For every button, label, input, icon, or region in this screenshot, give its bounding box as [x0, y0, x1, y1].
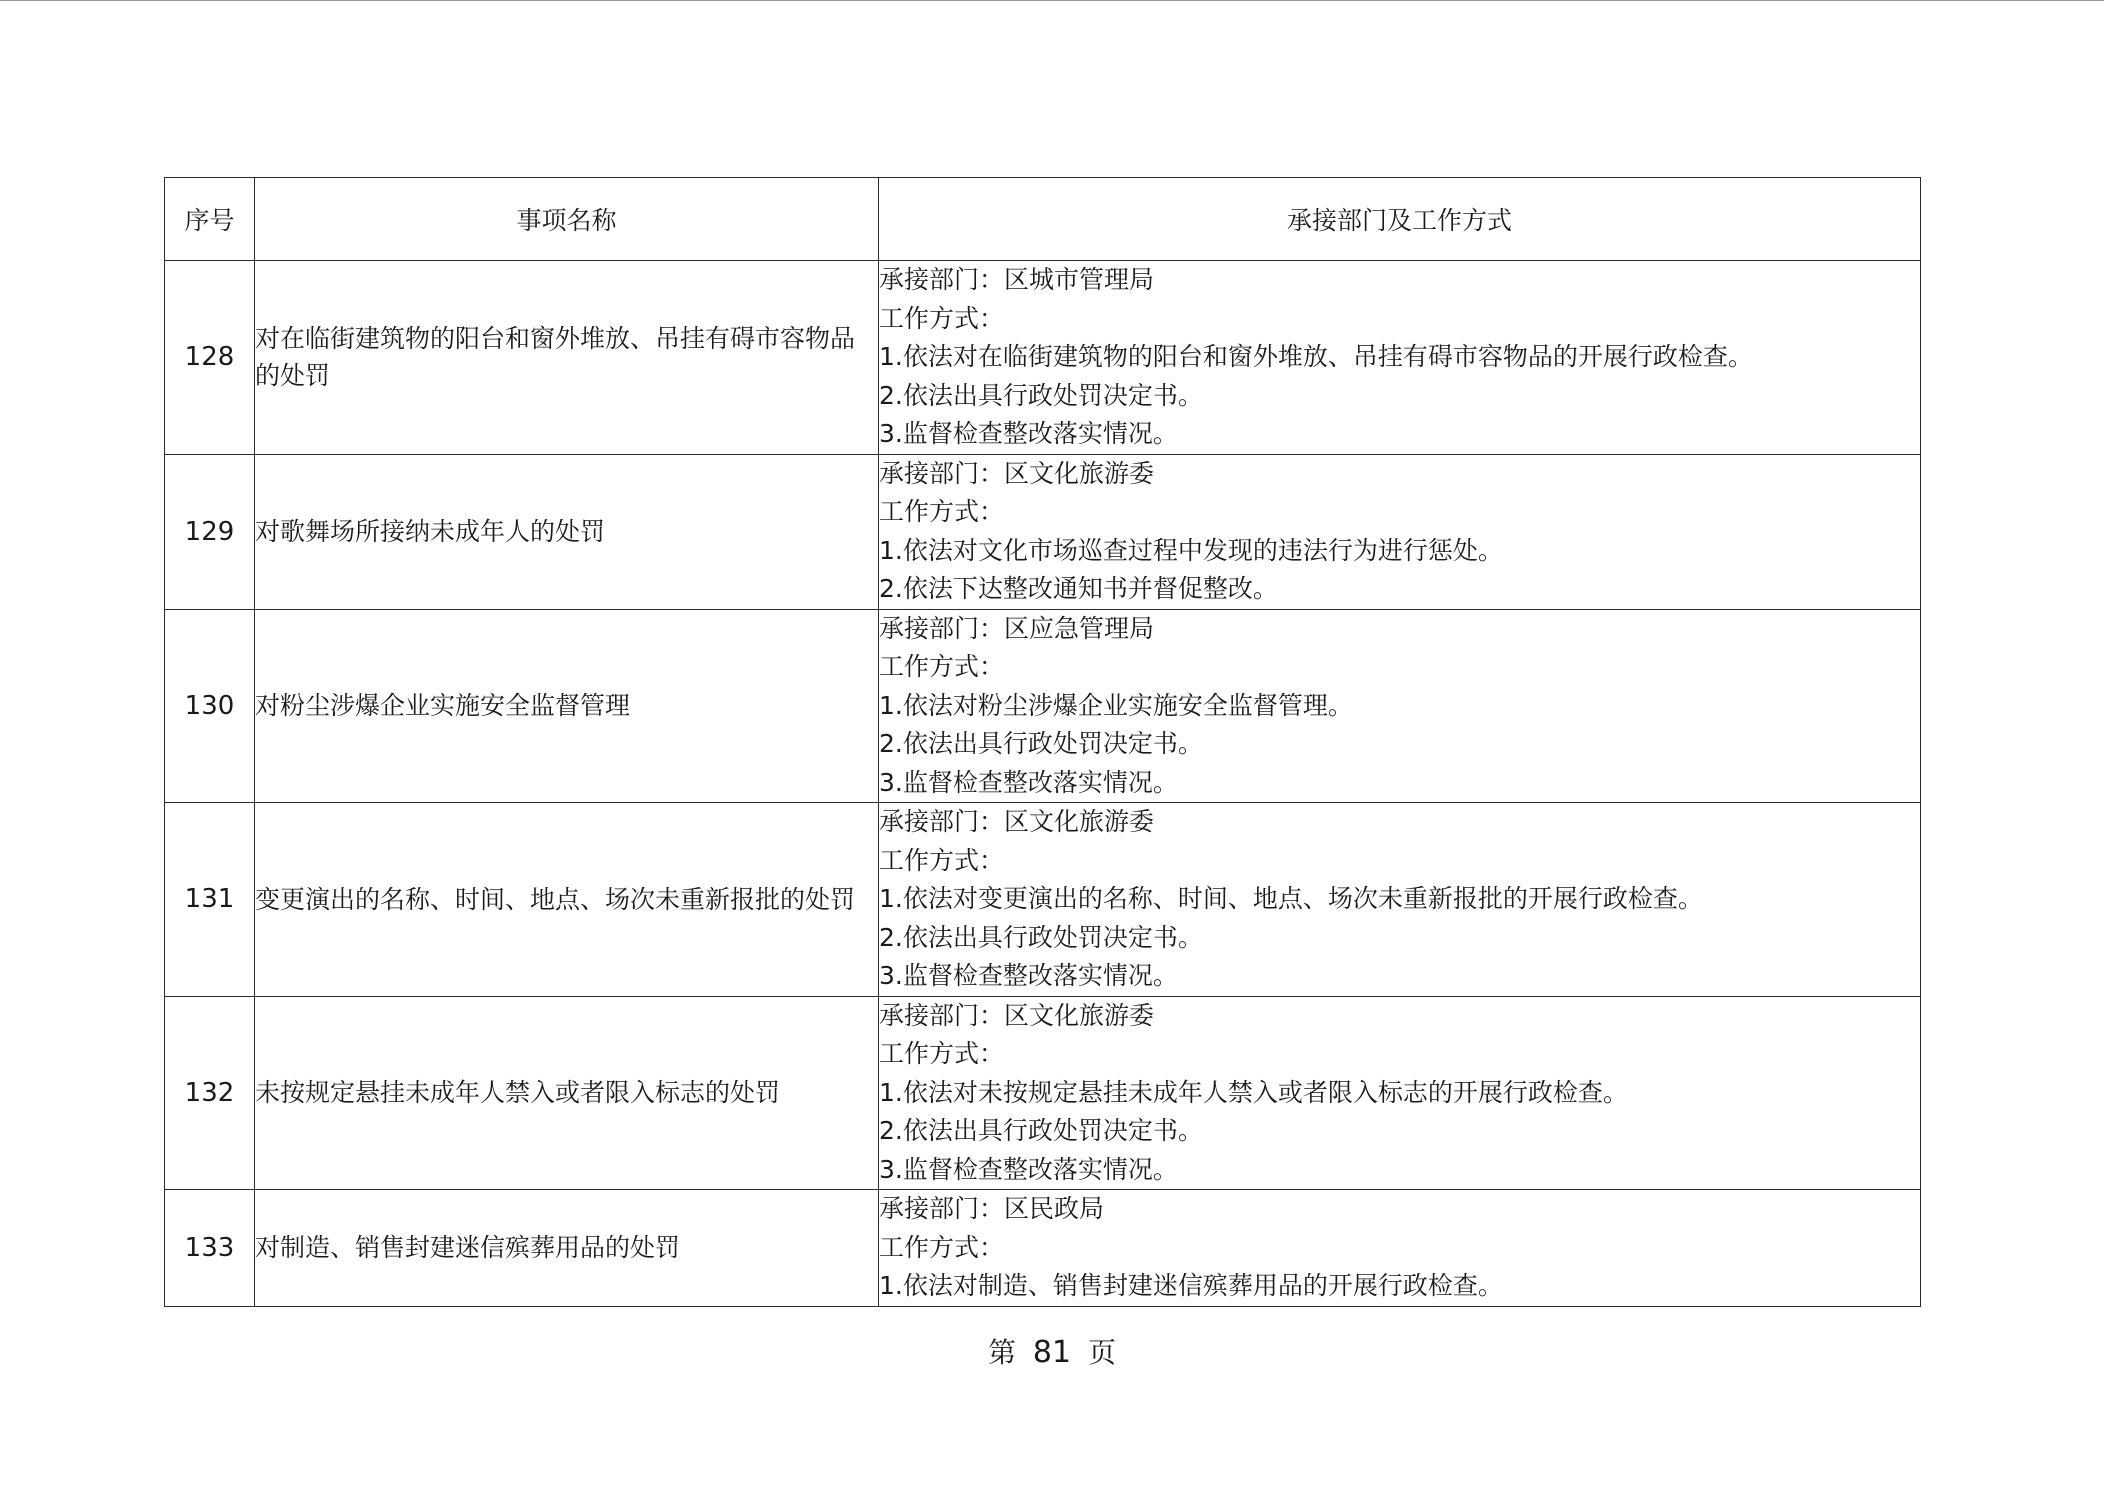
header-dept: 承接部门及工作方式: [879, 178, 1921, 261]
dept-line: 承接部门：区民政局: [879, 1194, 1105, 1223]
dept-line: 承接部门：区文化旅游委: [879, 1000, 1155, 1030]
method-step: 3.监督检查整改落实情况。: [879, 419, 1178, 448]
method-step: 2.依法出具行政处罚决定书。: [879, 729, 1203, 758]
method-step: 1.依法对文化市场巡查过程中发现的违法行为进行惩处。: [879, 535, 1503, 565]
row-name: 对歌舞场所接纳未成年人的处罚: [255, 454, 879, 609]
matters-table: [164, 177, 1921, 1307]
row-name: 对在临街建筑物的阳台和窗外堆放、吊挂有碍市容物品的处罚: [255, 261, 879, 455]
method-label: 工作方式：: [879, 1232, 1005, 1262]
table-row: [165, 803, 1921, 997]
method-label: 工作方式：: [879, 1039, 1005, 1068]
page-number: 81: [1032, 1335, 1072, 1370]
page-footer-suffix: 页: [1088, 1336, 1117, 1369]
table-row: [165, 454, 1921, 609]
page-top-border: [0, 0, 2104, 1]
method-step: 1.依法对制造、销售封建迷信殡葬用品的开展行政检查。: [879, 1271, 1503, 1300]
row-name: 对制造、销售封建迷信殡葬用品的处罚: [255, 1190, 879, 1307]
page-footer-prefix: 第: [987, 1336, 1016, 1369]
row-name: 变更演出的名称、时间、地点、场次未重新报批的处罚: [255, 803, 879, 997]
method-step: 3.监督检查整改落实情况。: [879, 767, 1178, 797]
method-step: 1.依法对在临街建筑物的阳台和窗外堆放、吊挂有碍市容物品的开展行政检查。: [879, 342, 1753, 371]
method-step: 1.依法对粉尘涉爆企业实施安全监督管理。: [879, 690, 1353, 720]
row-dept: [879, 996, 1921, 1190]
row-seq: 130: [165, 609, 255, 803]
row-seq: 128: [165, 261, 255, 455]
dept-line: 承接部门：区文化旅游委: [879, 458, 1155, 488]
row-seq: 133: [165, 1190, 255, 1307]
method-step: 2.依法出具行政处罚决定书。: [879, 922, 1203, 952]
table-header-row: [165, 178, 1921, 261]
method-label: 工作方式：: [879, 845, 1005, 875]
method-step: 3.监督检查整改落实情况。: [879, 961, 1178, 990]
table-row: [165, 261, 1921, 455]
table-row: [165, 996, 1921, 1190]
method-step: 2.依法出具行政处罚决定书。: [879, 1116, 1203, 1145]
row-seq: 131: [165, 803, 255, 997]
row-dept: [879, 609, 1921, 803]
row-name: 对粉尘涉爆企业实施安全监督管理: [255, 609, 879, 803]
header-name: 事项名称: [255, 178, 879, 261]
dept-line: 承接部门：区应急管理局: [879, 613, 1155, 643]
row-name: 未按规定悬挂未成年人禁入或者限入标志的处罚: [255, 996, 879, 1190]
method-label: 工作方式：: [879, 652, 1005, 681]
method-step: 1.依法对未按规定悬挂未成年人禁入或者限入标志的开展行政检查。: [879, 1077, 1628, 1107]
dept-line: 承接部门：区文化旅游委: [879, 807, 1155, 836]
dept-line: 承接部门：区城市管理局: [879, 265, 1155, 294]
row-dept: [879, 261, 1921, 455]
header-seq: 序号: [165, 178, 255, 261]
method-step: 1.依法对变更演出的名称、时间、地点、场次未重新报批的开展行政检查。: [879, 884, 1703, 913]
row-dept: [879, 803, 1921, 997]
method-label: 工作方式：: [879, 303, 1005, 333]
row-dept: [879, 454, 1921, 609]
method-step: 2.依法出具行政处罚决定书。: [879, 380, 1203, 410]
page-footer: [0, 1331, 2104, 1371]
row-seq: 129: [165, 454, 255, 609]
row-dept: [879, 1190, 1921, 1307]
method-step: 2.依法下达整改通知书并督促整改。: [879, 574, 1278, 603]
row-seq: 132: [165, 996, 255, 1190]
method-step: 3.监督检查整改落实情况。: [879, 1154, 1178, 1184]
table-row: [165, 609, 1921, 803]
method-label: 工作方式：: [879, 497, 1005, 526]
table-row: [165, 1190, 1921, 1307]
